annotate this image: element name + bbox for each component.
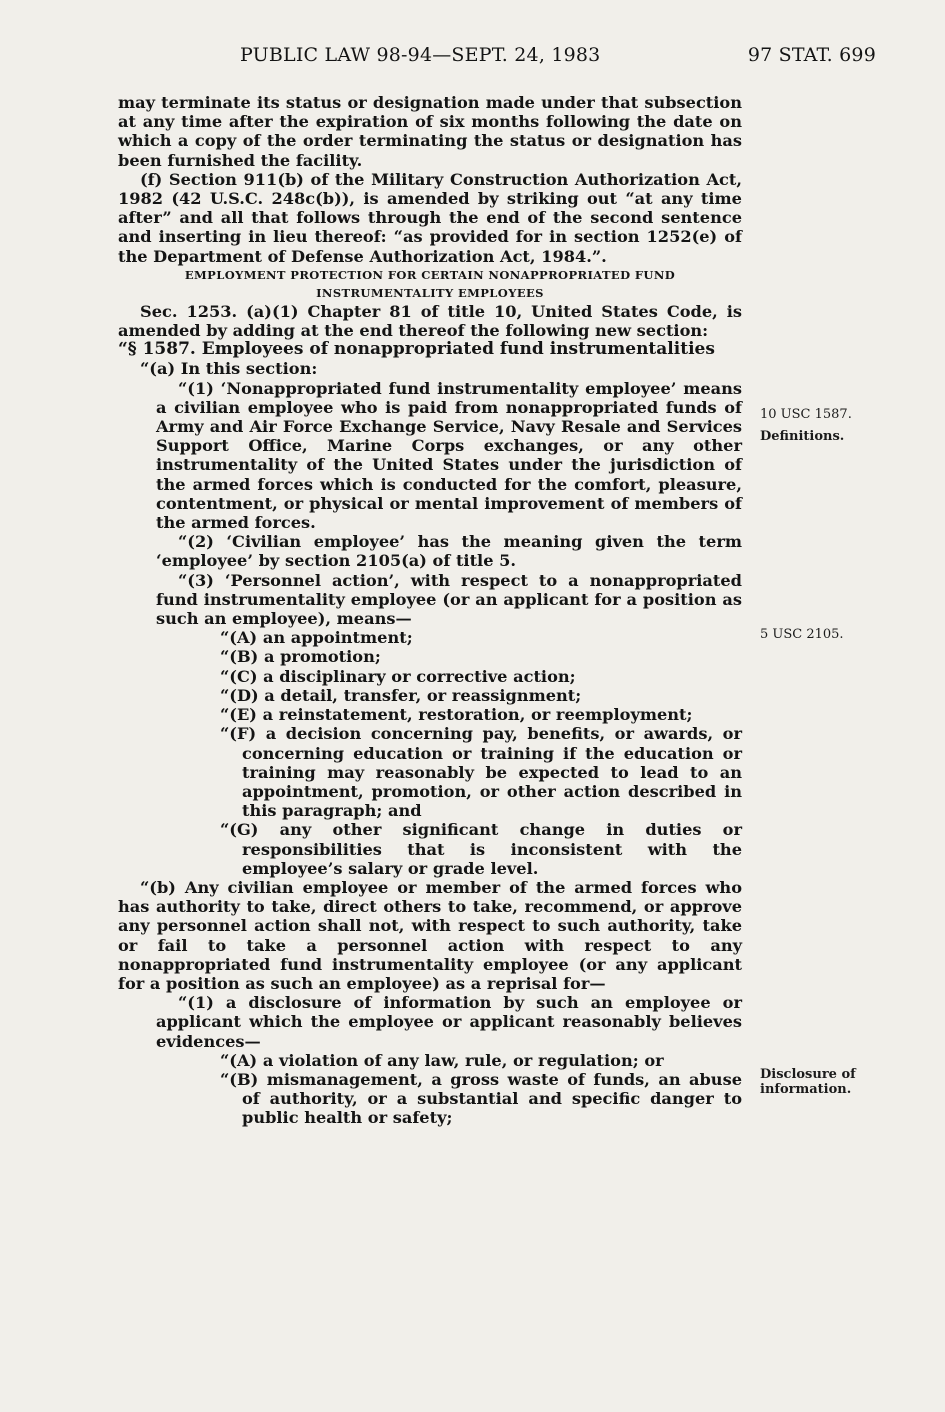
list-item-b: “(B) a promotion;: [220, 647, 381, 667]
margin-note-definitions: Definitions.: [760, 429, 845, 444]
public-law-header: PUBLIC LAW 98-94—SEPT. 24, 1983: [240, 44, 601, 66]
subsection-a-intro: “(a) In this section:: [140, 359, 318, 379]
list-item-a: “(A) an appointment;: [220, 628, 413, 648]
section-intro: Sec. 1253. (a)(1) Chapter 81 of title 10, United States Code, is amended by adding at the end thereof the following new section:: [118, 301, 742, 341]
list-item-f: “(F) a decision concerning pay, benefits, or awards, or concerning education or training if the education or training may reasonably be expected to lead to an appointment, promotion, or other action described in this paragraph; and: [220, 724, 742, 821]
subsection-b: “(b) Any civilian employee or member of the armed forces who has authority to take, direct others to take, recommend, or approve any personnel action shall not, with respect to such authority, take or fail to take a personnel action with respect to any nonappropriated fund instrumentality employee (or any applicant for a position as such an employee) as a reprisal for—: [118, 877, 742, 993]
subsection-b-1: “(1) a disclosure of information by such an employee or applicant which the employee or applicant reasonably believes evidences—: [156, 993, 742, 1051]
body-text: [118, 93, 742, 1128]
margin-note-5-usc-2105: 5 USC 2105.: [760, 627, 844, 642]
definition-2: “(2) ‘Civilian employee’ has the meaning given the term ‘employee’ by section 2105(a) of title 5.: [156, 532, 742, 571]
margin-note-disclosure: Disclosure of information.: [760, 1067, 856, 1097]
paragraph-continuation: may terminate its status or designation made under that subsection at any time after the expiration of six months following the date on which a copy of the order terminating the status or designation has been furnished the facility.: [118, 93, 742, 170]
definition-3: “(3) ‘Personnel action’, with respect to a nonappropriated fund instrumentality employee (or an applicant for a position as such an employee), means—: [156, 570, 742, 629]
definition-1: “(1) ‘Nonappropriated fund instrumentality employee’ means a civilian employee who is paid from nonappropriated funds of Army and Air Force Exchange Service, Navy Resale and Services Support Office, Marine Corps exchanges, or any other instrumentality of the United States under the jurisdiction of the armed forces which is conducted for the comfort, pleasure, contentment, or physical or mental improvement of members of the armed forces.: [156, 378, 742, 533]
list-item-g: “(G) any other significant change in duties or responsibilities that is inconsistent with the employee’s salary or grade level.: [220, 820, 742, 878]
stat-page-number: 97 STAT. 699: [747, 44, 876, 66]
list-item-d: “(D) a detail, transfer, or reassignment;: [220, 685, 582, 705]
paragraph-f: (f) Section 911(b) of the Military Construction Authorization Act, 1982 (42 U.S.C. 248c(b)), is amended by striking out “at any time after” and all that follows through the end of the second sentence and inserting in lieu thereof: “as provided for in section 1252(e) of the Department of Defense Authorization Act, 1984.”.: [118, 169, 742, 266]
subsection-b-1-b: “(B) mismanagement, a gross waste of funds, an abuse of authority, or a substantial and specific danger to public health or safety;: [220, 1069, 742, 1128]
margin-note-10-usc-1587: 10 USC 1587.: [760, 407, 852, 422]
section-heading: EMPLOYMENT PROTECTION FOR CERTAIN NONAPPROPRIATED FUND INSTRUMENTALITY EMPLOYEES: [184, 267, 676, 300]
list-item-e: “(E) a reinstatement, restoration, or reemployment;: [220, 705, 693, 725]
list-item-c: “(C) a disciplinary or corrective action;: [220, 666, 576, 686]
section-title: “§ 1587. Employees of nonappropriated fund instrumentalities: [118, 339, 715, 360]
subsection-b-1-a: “(A) a violation of any law, rule, or regulation; or: [220, 1050, 664, 1070]
